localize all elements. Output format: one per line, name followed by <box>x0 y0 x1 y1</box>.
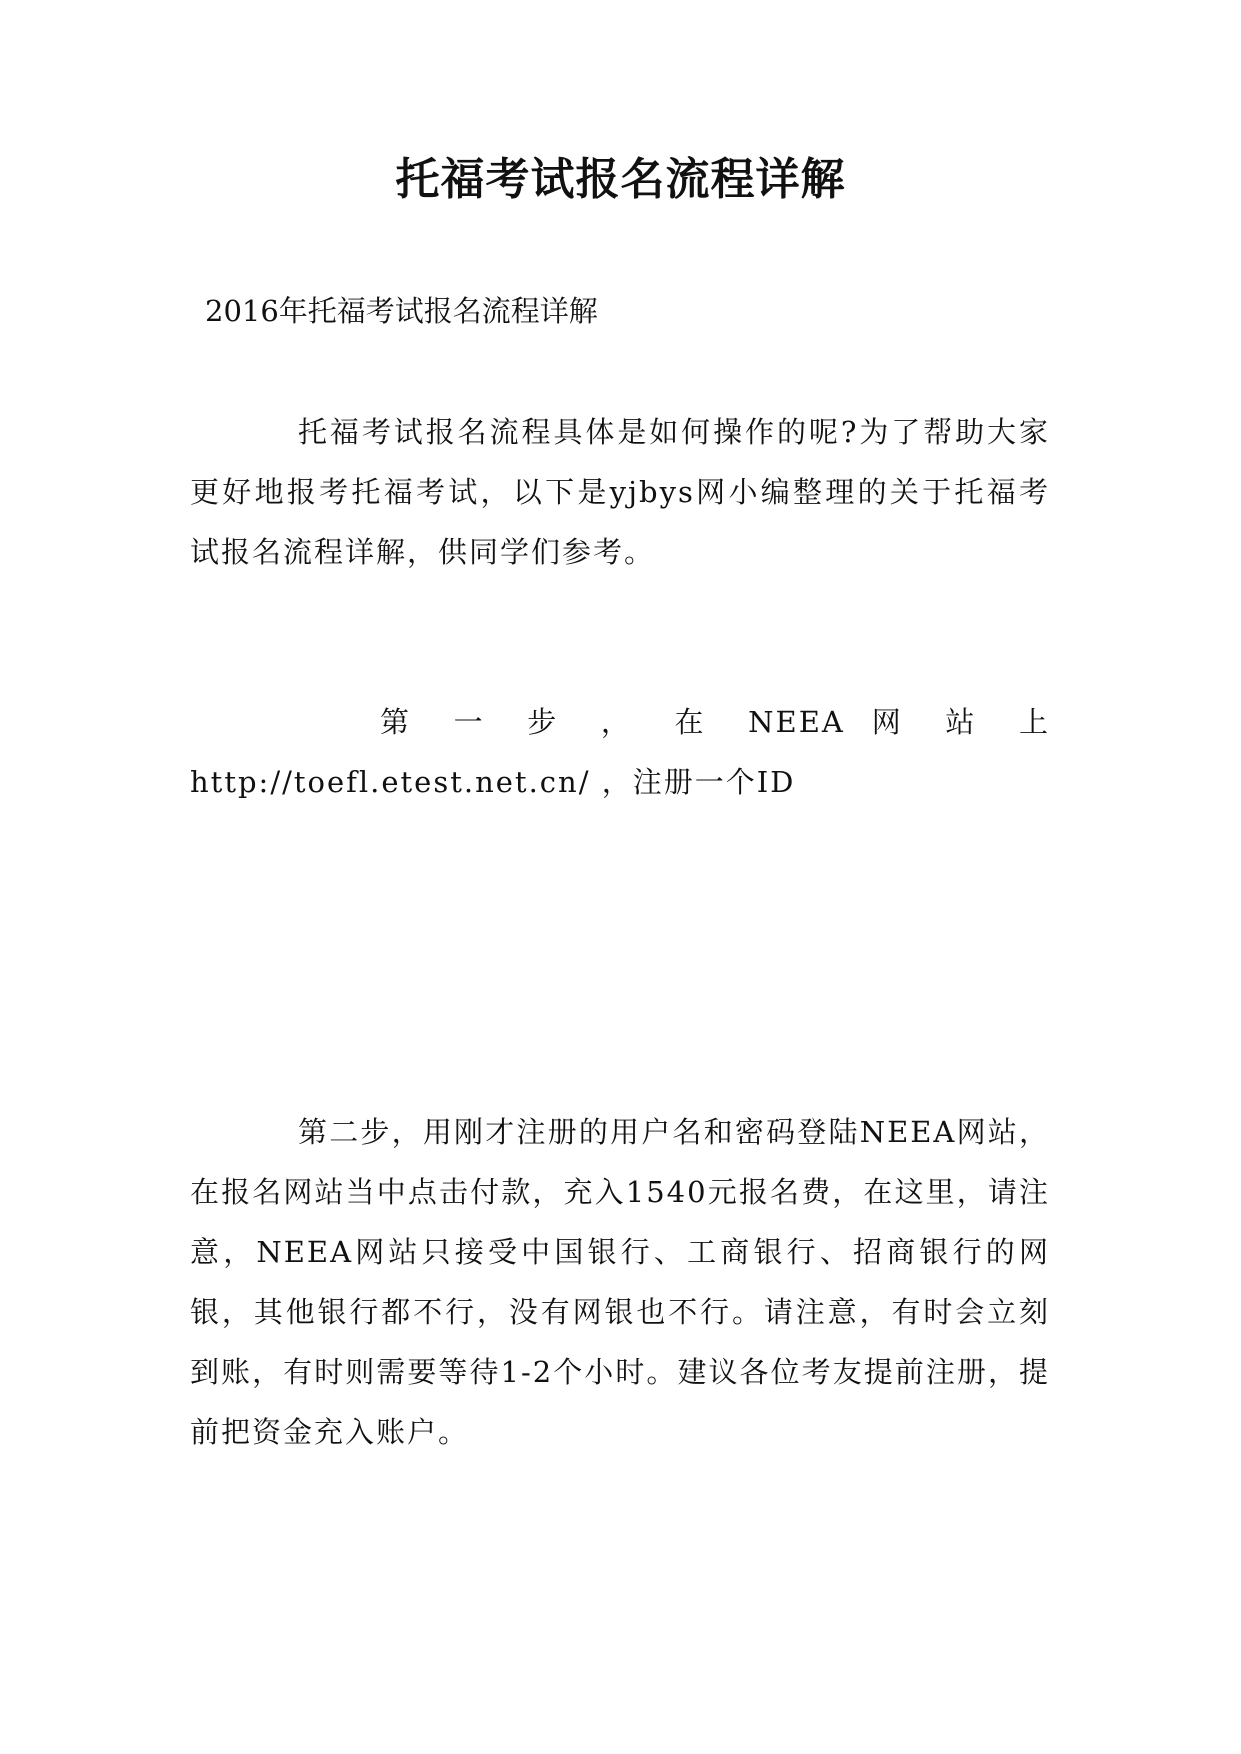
document-subtitle: 2016年托福考试报名流程详解 <box>205 294 598 328</box>
document-title: 托福考试报名流程详解 <box>395 154 846 205</box>
step-one-line-1: 第 一 步 ， 在 NEEA 网 站 上 <box>380 705 1050 739</box>
step-two-paragraph: 第二步，用刚才注册的用户名和密码登陆NEEA网站，在报名网站当中点击付款，充入1540元报名费，在这里，请注意，NEEA网站只接受中国银行、工商银行、招商银行的网银，其他银行都不行，没有网银也不行。请注意，有时会立刻到账，有时则需要等待1-2个小时。建议各位考友提前注册，提前把资金充入账户。 <box>190 1115 1050 1449</box>
step-one-line-2: http://toefl.etest.net.cn/ ，注册一个ID <box>190 765 796 799</box>
step-one-paragraph <box>190 692 1050 812</box>
intro-paragraph: 托福考试报名流程具体是如何操作的呢?为了帮助大家更好地报考托福考试，以下是yjbys网小编整理的关于托福考试报名流程详解，供同学们参考。 <box>190 415 1050 569</box>
